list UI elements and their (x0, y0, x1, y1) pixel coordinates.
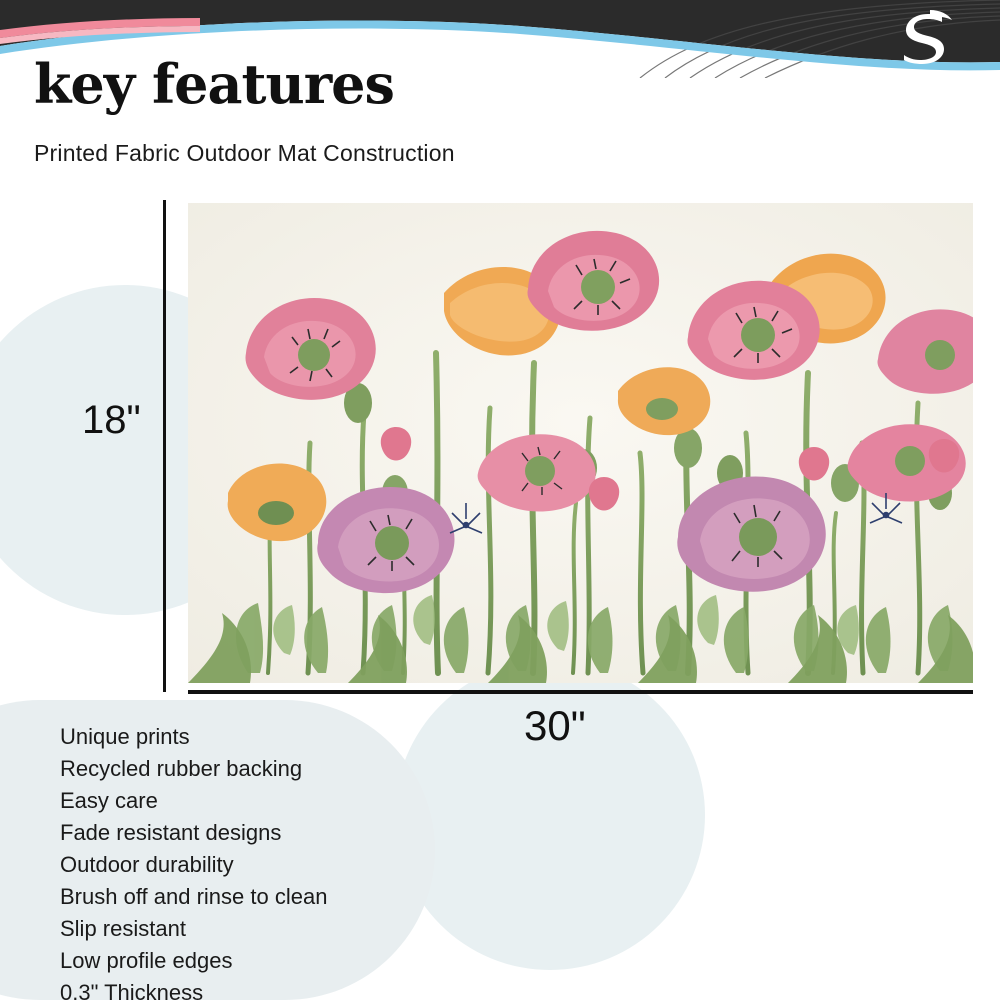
page-title: key features (34, 52, 394, 116)
list-item: Fade resistant designs (60, 820, 282, 845)
list-item: Unique prints (60, 724, 190, 749)
width-rule (188, 690, 973, 694)
height-rule (163, 200, 166, 692)
page-subtitle: Printed Fabric Outdoor Mat Construction (34, 140, 455, 166)
list-item: Easy care (60, 788, 158, 813)
list-item: Slip resistant (60, 916, 186, 941)
width-dimension-label: 30" (524, 702, 586, 749)
height-dimension-label: 18" (82, 398, 141, 442)
swan-logo-icon (884, 8, 958, 64)
feature-list (60, 722, 327, 1000)
list-item: 0.3" Thickness (60, 980, 204, 1000)
list-item: Recycled rubber backing (60, 756, 303, 781)
list-item: Low profile edges (60, 948, 233, 973)
product-image (188, 203, 973, 683)
list-item: Brush off and rinse to clean (60, 884, 328, 909)
list-item: Outdoor durability (60, 852, 234, 877)
